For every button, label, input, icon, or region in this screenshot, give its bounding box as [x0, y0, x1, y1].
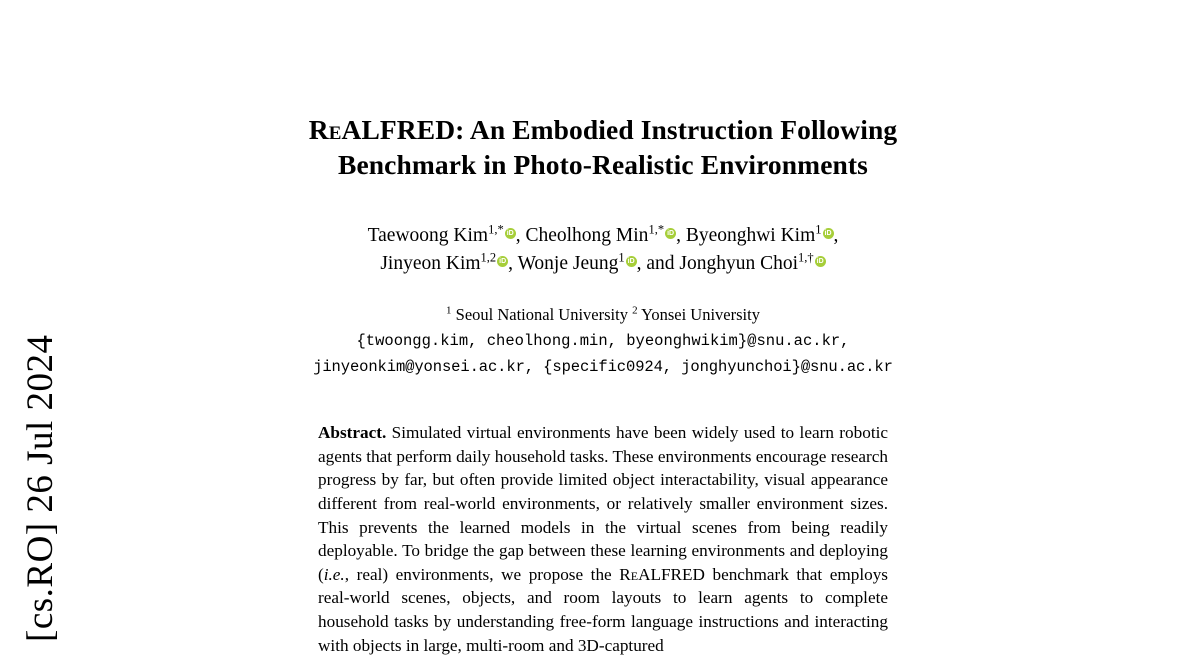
title-line-1-rest: LFRED: An Embodied Instruction Following [361, 114, 898, 145]
abstract-smallcaps-e: e [630, 564, 639, 584]
author-name: Taewoong Kim [367, 225, 489, 247]
author-name: Jonghyun Choi [679, 253, 799, 275]
author-list [262, 222, 944, 277]
abstract-label: Abstract. [318, 422, 387, 442]
title-line-1 [262, 112, 944, 147]
abstract-italic-ie: i.e. [323, 564, 345, 584]
author-name: Cheolhong Min [525, 225, 649, 247]
email-line-2[interactable]: jinyeonkim@yonsei.ac.kr, {specific0924, jonghyunchoi}@snu.ac.kr [313, 358, 893, 377]
affiliation-block [262, 304, 944, 379]
orcid-icon[interactable] [815, 256, 826, 267]
affiliation-institution-2: Yonsei University [641, 304, 760, 324]
title-line-2: Benchmark in Photo-Realistic Environments [338, 149, 868, 181]
affiliation-marker-1: 1 [446, 304, 452, 317]
author-separator: , [508, 253, 518, 275]
orcid-icon[interactable] [497, 256, 508, 267]
orcid-icon[interactable] [665, 228, 676, 239]
abstract-text-part-3: ALFRED benchmark that employs real-world scenes, objects, and room layouts to learn agents to complete household tasks by understanding free-form language instructions and interacting with objects in large, multi-room and 3D-captured [318, 564, 888, 655]
arxiv-stamp-text: [cs.RO] 26 Jul 2024 [19, 334, 61, 642]
author-line-2 [262, 250, 944, 278]
orcid-icon[interactable] [505, 228, 516, 239]
affiliation-institution-1: Seoul National University [455, 304, 628, 324]
author-separator: , and [636, 253, 680, 275]
abstract-section [262, 421, 944, 657]
arxiv-stamp [0, 0, 80, 648]
title-smallcaps-prefix: ReA [308, 114, 362, 145]
author-affil-marker: 1 [618, 250, 625, 265]
author-affil-marker: 1,2 [480, 250, 497, 265]
author-affil-marker: 1,* [648, 222, 665, 237]
author-affil-marker: 1,* [488, 222, 504, 237]
author-affil-marker: 1,† [798, 250, 814, 265]
orcid-icon[interactable] [626, 256, 637, 267]
orcid-icon[interactable] [823, 228, 834, 239]
affiliation-marker-2: 2 [632, 304, 638, 317]
author-separator: , [515, 225, 526, 247]
abstract-text-part-2: , real) environments, we propose the R [344, 564, 631, 584]
author-name: Wonje Jeung [517, 253, 619, 275]
author-affil-marker: 1 [815, 222, 822, 237]
abstract-text-part-1: Simulated virtual environments have been widely used to learn robotic agents that perform daily household tasks. These environments encourage research progress by far, but often provide limited object interactability, visual appearance different from real-world environments, or relatively smaller environment sizes. This prevents the learned models in the virtual scenes from being readily deployable. To bridge the gap between these learning environments and deploying ( [318, 422, 888, 584]
paper-column [262, 0, 944, 657]
affiliation-line [262, 304, 944, 326]
author-line-1 [262, 222, 944, 250]
author-separator: , [676, 225, 686, 247]
email-line-1[interactable]: {twoongg.kim, cheolhong.min, byeonghwikim}@snu.ac.kr, [356, 332, 850, 351]
author-name: Jinyeon Kim [380, 253, 481, 275]
author-name: Byeonghwi Kim [685, 225, 816, 247]
author-separator: , [833, 225, 839, 247]
page-title [262, 112, 944, 182]
